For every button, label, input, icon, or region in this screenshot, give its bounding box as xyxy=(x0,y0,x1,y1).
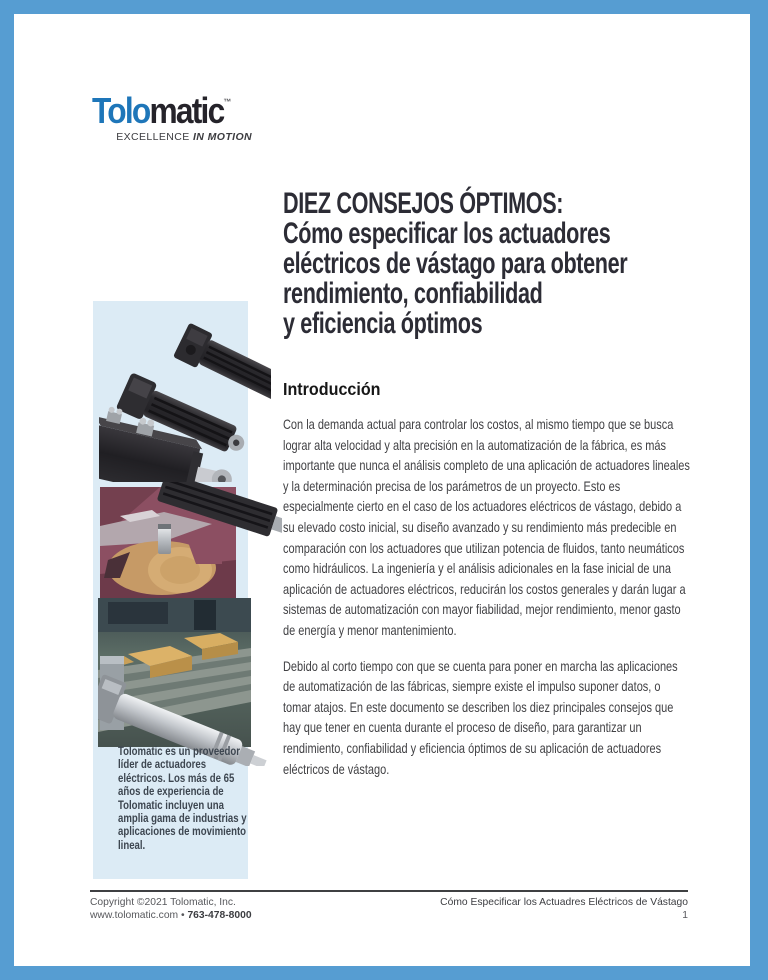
wordmark-dark-part: matic xyxy=(149,90,224,131)
sawmill-illustration xyxy=(100,482,282,598)
tagline-bold: IN MOTION xyxy=(192,131,252,143)
lumber-conveyor-application-photo xyxy=(98,598,286,766)
title-line-3: eléctricos de vástago para obtener xyxy=(283,247,628,280)
trademark-symbol: ™ xyxy=(223,97,232,107)
paragraph-2: Debido al corto tiempo con que se cuenta para poner en marcha las aplicaciones de automatización de las fábricas, siempre existe el impulso suponer datos, o tomar atajos. En este documento se describen los diez principales consejos que hay que tener en cuenta durante el proceso de diseño, para garantizar un rendimiento, confiabilidad y eficiencia óptimos de su aplicación de actuadores eléctricos de vástago. xyxy=(283,657,678,777)
conveyor-illustration xyxy=(98,598,286,766)
sawmill-application-photo xyxy=(100,482,282,598)
footer-doc-info-block xyxy=(388,897,688,922)
logo-tagline xyxy=(92,131,252,143)
article-title xyxy=(283,189,750,339)
footer-contact-line xyxy=(90,910,390,923)
article-body xyxy=(283,414,691,779)
wordmark-blue-part: Tolo xyxy=(92,90,150,131)
title-line-4: rendimiento, confiabilidad xyxy=(283,277,543,310)
footer-doc-title: Cómo Especificar los Actuadres Eléctricos de Vástago xyxy=(440,897,688,908)
title-line-5: y eficiencia óptimos xyxy=(283,307,483,340)
tolomatic-logo xyxy=(92,82,272,143)
tagline-regular: EXCELLENCE xyxy=(116,131,193,143)
title-line-2: Cómo especificar los actuadores xyxy=(283,217,611,250)
footer-website: www.tolomatic.com xyxy=(90,909,179,921)
tolomatic-wordmark xyxy=(92,82,250,131)
paragraph-1: Con la demanda actual para controlar los costos, al mismo tiempo que se busca lograr alta velocidad y alta precisión en la automatización de la fábrica, es más importante que nunca el análisis completo de una aplicación de actuadores lineales y la determinación precisa de los parámetros de un proyecto. Esto es especialmente cierto en el caso de los actuadores eléctricos de vástago, debido a su elevado costo inicial, su diseño avanzado y su rendimiento más predecible en comparación con los actuadores que utilizan potencia de fluidos, tanto neumáticos como hidráulicos. La ingeniería y el análisis adicionales en la fase inicial de una aplicación de actuadores eléctricos, reducirán los costos generales y darán lugar a sistemas de automatización con mayor fiabilidad, mejor rendimiento, menor gasto de energía y menor mantenimiento. xyxy=(283,416,690,638)
footer-divider xyxy=(90,890,688,892)
title-line-1: DIEZ CONSEJOS ÓPTIMOS: xyxy=(283,187,564,220)
actuators-illustration xyxy=(99,306,271,482)
footer-page-number: 1 xyxy=(682,909,688,921)
footer-copyright: Copyright ©2021 Tolomatic, Inc. xyxy=(90,897,236,908)
footer-separator: • xyxy=(178,909,188,921)
whitepaper-page xyxy=(14,14,750,966)
footer-copyright-block xyxy=(90,897,390,922)
section-heading-introduction: Introducción xyxy=(283,379,381,399)
sidebar-caption: Tolomatic es un proveedor líder de actuadores eléctricos. Los más de 65 años de experiencia de Tolomatic incluyen una amplia gama de industrias y aplicaciones de movimiento lineal. xyxy=(118,744,247,852)
electric-rod-actuators-product-photo xyxy=(99,306,271,482)
footer-phone: 763-478-8000 xyxy=(187,909,252,921)
